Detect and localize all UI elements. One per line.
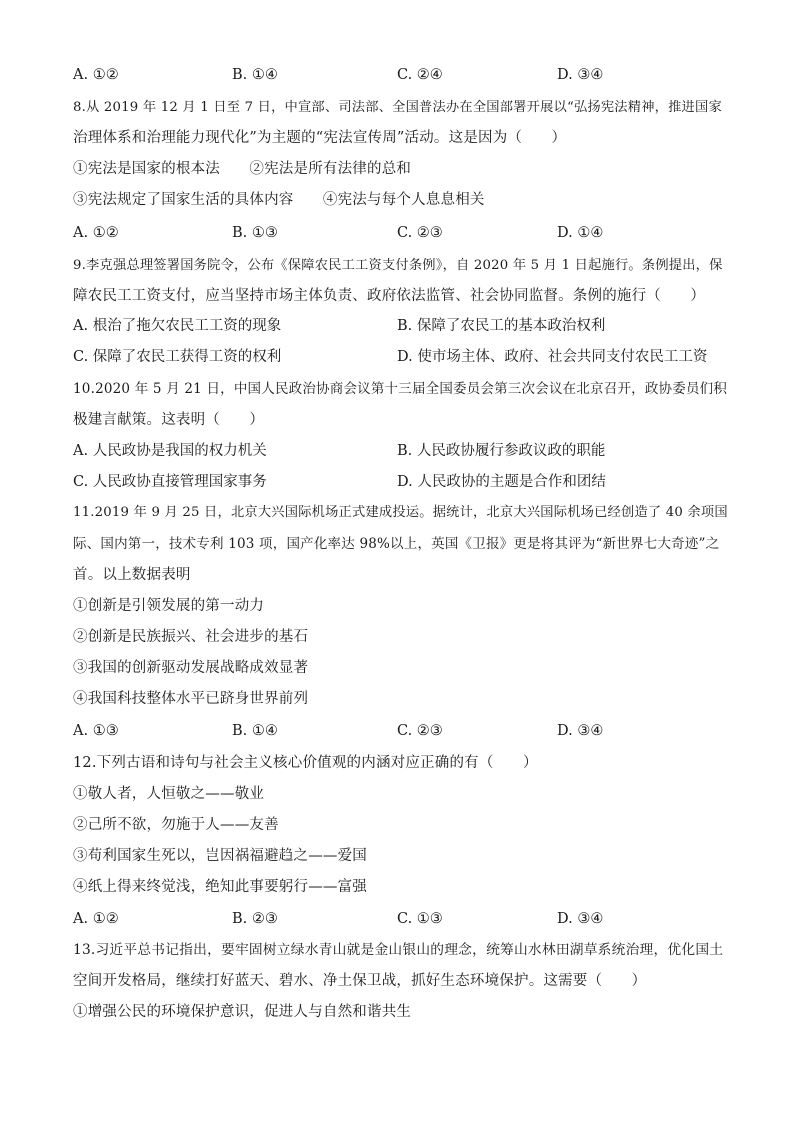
q11-stem-line-1: 11.2019 年 9 月 25 日，北京大兴国际机场正式建成投运。据统计，北京大兴国际机场已经创造了 40 余项国 [73,505,728,520]
q10-option-b: B. 人民政协履行参政议政的职能 [397,443,606,459]
q12-item-1: ①敬人者，人恒敬之——敬业 [73,786,265,802]
q11-option-a: A. ①③ [73,723,119,739]
q10-stem-line-2: 极建言献策。这表明（ ） [73,412,265,428]
q10-stem-line-1: 10.2020 年 5 月 21 日，中国人民政治协商会议第十三届全国委员会第三次会议在北京召开，政协委员们积 [73,381,728,397]
q9-stem-line-1: 9.李克强总理签署国务院令，公布《保障农民工工资支付条例》，自 2020 年 5 月 1 日起施行。条例提出，保 [73,258,723,273]
q8-stem-line-2: 治理体系和治理能力现代化”为主题的“宪法宣传周”活动。这是因为（ ） [73,130,567,146]
q7-option-d: D. ③④ [557,67,604,83]
q11-item-4: ④我国科技整体水平已跻身世界前列 [73,691,309,707]
q11-item-2: ②创新是民族振兴、社会进步的基石 [73,629,309,645]
q8-option-c: C. ②③ [397,225,443,241]
q11-option-b: B. ①④ [232,723,278,739]
q10-option-d: D. 人民政协的主题是合作和团结 [397,474,606,490]
q8-option-a: A. ①② [73,225,119,241]
q8-stem-line-1: 8.从 2019 年 12 月 1 日至 7 日，中宣部、司法部、全国普法办在全国部署开展以“弘扬宪法精神，推进国家 [73,100,722,115]
q9-stem-line-2: 障农民工工资支付，应当坚持市场主体负责、政府依法监管、社会协同监督。条例的施行（ ） [73,288,706,304]
q12-item-4: ④纸上得来终觉浅，绝知此事要躬行——富强 [73,879,367,895]
q12-stem: 12.下列古语和诗句与社会主义核心价值观的内涵对应正确的有（ ） [73,755,538,771]
q8-option-d: D. ①④ [557,225,604,241]
q13-stem-line-2: 空间开发格局，继续打好蓝天、碧水、净土保卫战，抓好生态环境保护。这需要（ ） [73,973,647,989]
q11-stem-line-2: 际、国内第一，技术专利 103 项，国产化率达 98%以上，英国《卫报》更是将其评为“新世界七大奇迹”之 [73,536,720,552]
q11-option-d: D. ③④ [557,723,604,739]
q7-option-b: B. ①④ [232,67,278,83]
q7-option-c: C. ②④ [397,67,443,83]
q12-option-b: B. ②③ [232,911,278,927]
q13-item-1: ①增强公民的环境保护意识，促进人与自然和谐共生 [73,1004,412,1020]
q9-option-c: C. 保障了农民工获得工资的权利 [73,349,282,365]
q11-item-1: ①创新是引领发展的第一动力 [73,598,265,614]
q8-items-line-1: ①宪法是国家的根本法 ②宪法是所有法律的总和 [73,161,412,177]
q12-option-a: A. ①② [73,911,119,927]
q13-stem-line-1: 13.习近平总书记指出，要牢固树立绿水青山就是金山银山的理念，统筹山水林田湖草系统治理，优化国土 [73,942,724,958]
q12-item-2: ②己所不欲，勿施于人——友善 [73,817,279,833]
q11-item-3: ③我国的创新驱动发展战略成效显著 [73,660,309,676]
q12-option-d: D. ③④ [557,911,604,927]
q12-option-c: C. ①③ [397,911,443,927]
q11-stem-line-3: 首。以上数据表明 [73,567,191,583]
q9-option-b: B. 保障了农民工的基本政治权利 [397,318,606,334]
q10-option-a: A. 人民政协是我国的权力机关 [73,443,267,459]
q11-option-c: C. ②③ [397,723,443,739]
q8-option-b: B. ①③ [232,225,278,241]
q8-items-line-2: ③宪法规定了国家生活的具体内容 ④宪法与每个人息息相关 [73,192,485,208]
q7-option-a: A. ①② [73,67,119,83]
q9-option-d: D. 使市场主体、政府、社会共同支付农民工工资 [397,349,708,365]
q10-option-c: C. 人民政协直接管理国家事务 [73,474,267,490]
q9-option-a: A. 根治了拖欠农民工工资的现象 [73,318,282,334]
q12-item-3: ③苟利国家生死以，岂因祸福避趋之——爱国 [73,848,367,864]
